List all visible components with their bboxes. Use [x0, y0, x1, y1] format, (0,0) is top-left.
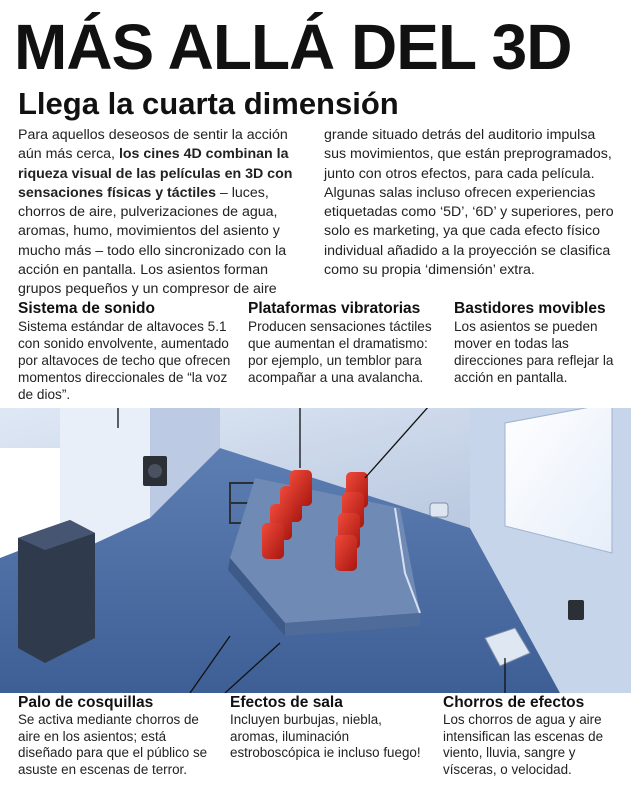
callout-title: Efectos de sala [230, 694, 343, 711]
callout-plataformas-vibratorias [248, 300, 448, 386]
page-title: MÁS ALLÁ DEL 3D [14, 11, 572, 83]
callout-title: Chorros de efectos [443, 694, 585, 711]
callout-title: Plataformas vibratorias [248, 300, 421, 317]
intro-text-end: – luces, chorros de aire, pulverizaciones de agua, aromas, humo, movimientos del asiento y mucho más – todo ello sincronizado con la acción en pantalla. Los asientos forman grupos pequeños y un compresor de aire [18, 184, 287, 298]
callout-text: Los chorros de agua y aire intensifican las escenas de viento, lluvia, sangre y vísceras, o velocidad. [443, 712, 604, 777]
speaker-right [568, 600, 584, 620]
callout-efectos-de-sala [230, 694, 430, 762]
intro-text-bold: los cines 4D combinan la riqueza visual de las películas en 3D con sensaciones físicas y táctiles [18, 146, 293, 201]
callout-text: Se activa mediante chorros de aire en los asientos; está diseñado para que el público se asuste en escenas de terror. [18, 712, 208, 777]
cinema-room-drawing [0, 408, 631, 693]
callout-title: Sistema de sonido [18, 300, 155, 317]
seat [262, 523, 284, 559]
intro-right-column: grande situado detrás del auditorio impulsa sus movimientos, que están preprogramados, junto con otros efectos, para cada película. Algunas salas incluso ofrecen experiencias etiquetadas como ‘5D’, ‘6D’ y superiores, pero solo es marketing, ya que cada efecto físico individual añadido a la proyección se clasifica como su propia ‘dimensión’ extra. [324, 127, 614, 279]
seat [335, 535, 357, 571]
callout-title: Palo de cosquillas [18, 694, 154, 711]
page-subtitle: Llega la cuarta dimensión [18, 86, 399, 121]
callout-text: Producen sensaciones táctiles que aumentan el dramatismo: por ejemplo, un temblor para acompañar a una avalancha. [248, 319, 432, 385]
callout-palo-de-cosquillas [18, 694, 223, 778]
effects-device [430, 503, 448, 517]
callout-bastidores-movibles [454, 300, 618, 386]
callout-sistema-de-sonido [18, 300, 240, 403]
callout-title: Bastidores movibles [454, 300, 606, 317]
cinema-4d-illustration [0, 408, 631, 693]
callout-text: Sistema estándar de altavoces 5.1 con sonido envolvente, aumentado por altavoces de techo que ofrecen momentos direccionales de “la voz de dios”. [18, 319, 231, 402]
intro-left-column [18, 126, 312, 300]
callout-text: Incluyen burbujas, niebla, aromas, iluminación estroboscópica ie incluso fuego! [230, 712, 421, 760]
intro-text-start: Para aquellos deseosos de sentir la acción aún más cerca, [18, 127, 288, 163]
callout-chorros-de-efectos [443, 694, 621, 778]
speaker-cone [148, 464, 162, 478]
callout-text: Los asientos se pueden mover en todas las direcciones para reflejar la acción en pantalla. [454, 319, 614, 385]
